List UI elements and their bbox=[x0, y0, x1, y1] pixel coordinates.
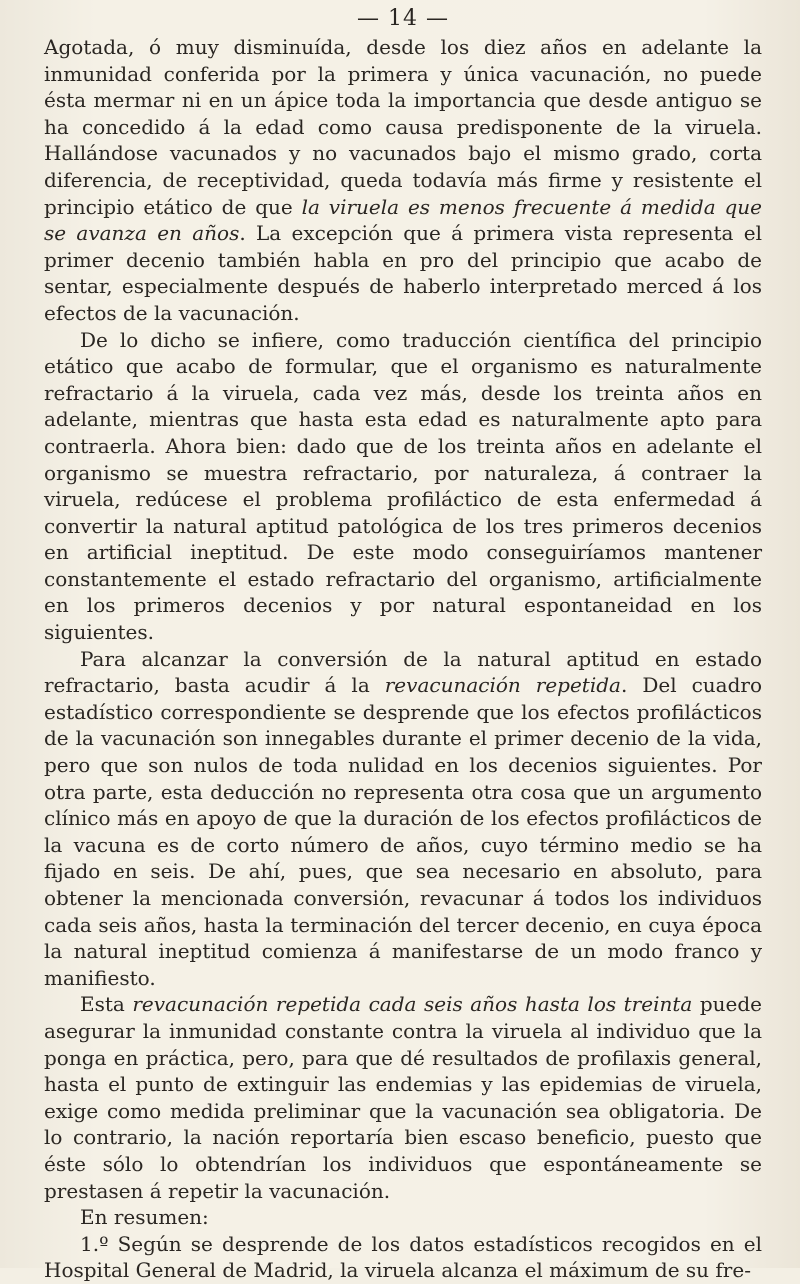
text-segment: . La excepción que á primera vista representa el primer decenio también habla en pro del principio que acabo de sentar, especialmente después de haberlo interpretado merced á los efectos de la vacunación. bbox=[44, 221, 762, 325]
text-segment: 1.º Según se desprende de los datos estadísticos recogidos en el Hospital General de Madrid, la viruela alcanza el máximum de su fre- bbox=[44, 1231, 762, 1283]
text-segment: Agotada, ó muy disminuída, desde los diez años en adelante la inmunidad conferida por la primera y única vacunación, no puede ésta mermar ni en un ápice toda la importancia que desde antiguo se ha concedido á la edad como causa predisponente de la viruela. Hallándose vacunados y no vacunados bajo el mismo grado, corta diferencia, de receptividad, queda todavía más firme y resistente el principio etático de que bbox=[44, 35, 762, 219]
text-segment: De lo dicho se infiere, como traducción científica del principio etático que acabo de formular, que el organismo es naturalmente refractario á la viruela, cada vez más, desde los treinta años en adelante, mientras que hasta esta edad es naturalmente apto para contraerla. Ahora bien: dado que de los treinta años en adelante el organismo se muestra refractario, por naturaleza, á contraer la viruela, redúcese el problema profiláctico de esta enfermedad á convertir la natural aptitud patológica de los tres primeros decenios en artificial ineptitud. De este modo conseguiríamos mantener constantemente el estado refractario del organismo, artificialmente en los primeros decenios y por natural espontaneidad en los siguientes. bbox=[44, 327, 762, 645]
text-segment: En resumen: bbox=[80, 1205, 209, 1230]
paragraph bbox=[44, 991, 762, 1204]
text-segment: Para alcanzar la conversión de la natural aptitud en estado refractario, basta acudir á la bbox=[44, 646, 762, 698]
paragraph bbox=[44, 34, 762, 327]
paragraph bbox=[44, 646, 762, 992]
paragraph bbox=[44, 327, 762, 646]
page-number: — 14 — bbox=[357, 6, 449, 31]
text-segment: Esta bbox=[80, 992, 133, 1017]
paragraph-heading bbox=[44, 1204, 762, 1231]
text-segment: . Del cuadro estadístico correspondiente se desprende que los efectos profilácticos de la vacunación son innegables durante el primer decenio de la vida, pero que son nulos de toda nulidad en los decenios siguientes. Por otra parte, esta deducción no representa otra cosa que un argumento clínico más en apoyo de que la duración de los efectos profilácticos de la vacuna es de corto número de años, cuyo término medio se ha fijado en seis. De ahí, pues, que sea necesario en absoluto, para obtener la mencionada conversión, revacunar á todos los individuos cada seis años, hasta la terminación del tercer decenio, en cuya época la natural ineptitud comienza á manifestarse de un modo franco y manifiesto. bbox=[44, 673, 762, 990]
italic-text-segment: la viruela es menos frecuente á medida que se avanza en años bbox=[44, 194, 763, 246]
text-segment: puede asegurar la inmunidad constante contra la viruela al individuo que la ponga en práctica, pero, para que dé resultados de profilaxis general, hasta el punto de extinguir las endemias y las epidemias de viruela, exige como medida preliminar que la vacunación sea obligatoria. De lo contrario, la nación reportaría bien escaso beneficio, puesto que éste sólo lo obtendrían los individuos que espontáneamente se prestasen á repetir la vacunación. bbox=[44, 992, 762, 1203]
body-text bbox=[44, 34, 762, 1284]
list-item bbox=[44, 1231, 762, 1284]
italic-text-segment: revacunación repetida bbox=[384, 673, 621, 698]
italic-text-segment: revacunación repetida cada seis años hasta los treinta bbox=[132, 992, 693, 1017]
